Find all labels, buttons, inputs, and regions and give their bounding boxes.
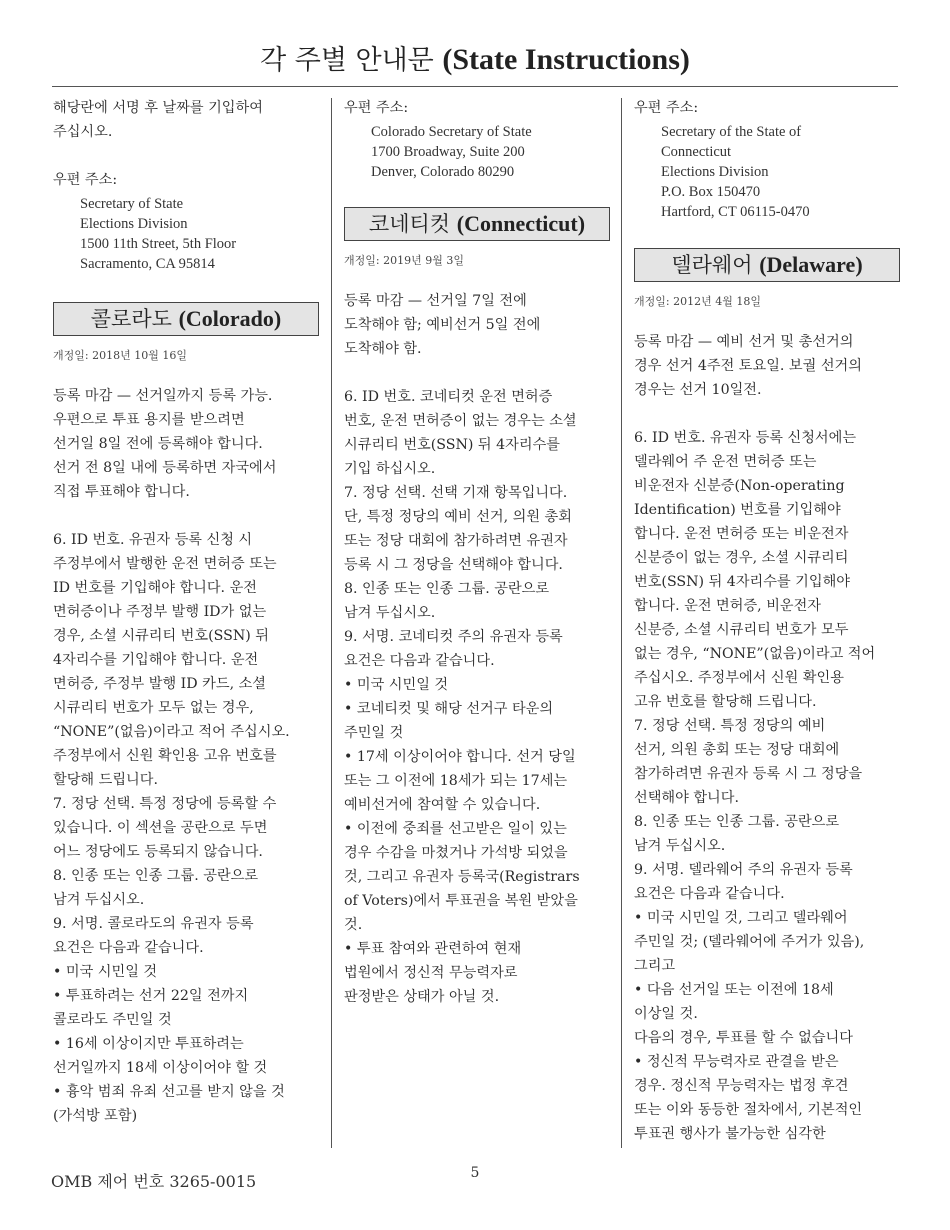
text-line: 것, 그리고 유권자 등록국(Registrars bbox=[344, 869, 580, 885]
delaware-deadline bbox=[634, 330, 900, 402]
text-line: 주정부에서 발행한 운전 면허증 또는 bbox=[53, 556, 277, 572]
text-line: 시큐리티 번호가 모두 없는 경우, bbox=[53, 700, 254, 716]
text-line: 그리고 bbox=[634, 958, 676, 974]
text-line: 참가하려면 유권자 등록 시 그 정당을 bbox=[634, 766, 863, 782]
text-line: 비운전자 신분증(Non-operating bbox=[634, 478, 845, 494]
address-line: 1500 11th Street, 5th Floor bbox=[80, 236, 237, 252]
text-line: 경우 선거 4주전 토요일. 보궐 선거의 bbox=[634, 358, 862, 374]
text-line: 시큐리티 번호(SSN) 뒤 4자리수를 bbox=[344, 437, 560, 453]
text-line: • 투표하려는 선거 22일 전까지 bbox=[53, 988, 249, 1004]
address-line: Elections Division bbox=[661, 164, 769, 180]
page-title-english: (State Instructions) bbox=[442, 43, 690, 76]
text-line: 할당해 드립니다. bbox=[53, 772, 158, 788]
california-continuation bbox=[53, 96, 319, 274]
text-line: 도착해야 함. bbox=[344, 341, 422, 357]
text-line: 도착해야 함; 예비선거 5일 전에 bbox=[344, 317, 541, 333]
text-line: 8. 인종 또는 인종 그룹. 공란으로 bbox=[53, 868, 259, 884]
state-name-korean: 델라웨어 bbox=[671, 253, 753, 277]
address-line: P.O. Box 150470 bbox=[661, 184, 761, 200]
text-line: 요건은 다음과 같습니다. bbox=[634, 886, 785, 902]
text-line: 있습니다. 이 섹션을 공란으로 두면 bbox=[53, 820, 268, 836]
text-line: • 미국 시민일 것, 그리고 델라웨어 bbox=[634, 910, 848, 926]
text-line: • 17세 이상이어야 합니다. 선거 당일 bbox=[344, 749, 576, 765]
address-line: Secretary of State bbox=[80, 196, 184, 212]
state-name-english: (Delaware) bbox=[759, 252, 863, 277]
address-line: 1700 Broadway, Suite 200 bbox=[371, 144, 525, 160]
text-line: 면허증, 주정부 발행 ID 카드, 소셜 bbox=[53, 676, 267, 692]
connecticut-deadline bbox=[344, 289, 610, 361]
address-line: Denver, Colorado 80290 bbox=[371, 164, 515, 180]
colorado-mail-address bbox=[344, 96, 610, 182]
text-line: 우편으로 투표 용지를 받으려면 bbox=[53, 412, 245, 428]
delaware-body bbox=[634, 426, 900, 1146]
colorado-body bbox=[53, 528, 319, 1128]
address-line: Elections Division bbox=[80, 216, 188, 232]
colorado-deadline bbox=[53, 384, 319, 504]
connecticut-body bbox=[344, 385, 610, 1009]
text-line: 기입 하십시오. bbox=[344, 461, 436, 477]
mail-label: 우편 주소: bbox=[344, 100, 409, 116]
text-line: 남겨 두십시오. bbox=[344, 605, 436, 621]
text-line: 경우 수감을 마쳤거나 가석방 되었을 bbox=[344, 845, 568, 861]
text-line: 이상일 것. bbox=[634, 1006, 698, 1022]
text-line: 6. ID 번호. 유권자 등록 신청서에는 bbox=[634, 430, 857, 446]
text-line: 직접 투표해야 합니다. bbox=[53, 484, 190, 500]
text-line: 6. ID 번호. 코네티컷 운전 면허증 bbox=[344, 389, 553, 405]
text-line: 4자리수를 기입해야 합니다. 운전 bbox=[53, 652, 259, 668]
text-line: • 미국 시민일 것 bbox=[53, 964, 158, 980]
text-line: 번호, 운전 면허증이 없는 경우는 소셜 bbox=[344, 413, 577, 429]
state-heading-colorado bbox=[53, 302, 319, 336]
text-line: 합니다. 운전 면허증, 비운전자 bbox=[634, 598, 822, 614]
page-number: 5 bbox=[470, 1165, 480, 1181]
text-line: 경우. 정신적 무능력자는 법정 후견 bbox=[634, 1078, 849, 1094]
text-line: • 투표 참여와 관련하여 현재 bbox=[344, 941, 522, 957]
text-line: 선거일 8일 전에 등록해야 합니다. bbox=[53, 436, 263, 452]
text-line: 7. 정당 선택. 선택 기재 항목입니다. bbox=[344, 485, 568, 501]
text-line: 주민일 것; (델라웨어에 주거가 있음), bbox=[634, 934, 865, 950]
text-line: 선거 전 8일 내에 등록하면 자국에서 bbox=[53, 460, 277, 476]
text-line: “NONE”(없음)이라고 적어 주십시오. bbox=[53, 724, 290, 740]
text-line: 주민일 것 bbox=[344, 725, 404, 741]
text-line: 등록 시 그 정당을 선택해야 합니다. bbox=[344, 557, 563, 573]
text-line: 콜로라도 주민일 것 bbox=[53, 1012, 172, 1028]
text-line: 주정부에서 신원 확인용 고유 번호를 bbox=[53, 748, 277, 764]
revised-date: 개정일: 2018년 10월 16일 bbox=[53, 349, 187, 362]
address-line: Hartford, CT 06115-0470 bbox=[661, 204, 810, 220]
text-line: 것. bbox=[344, 917, 363, 933]
column-1 bbox=[53, 96, 319, 1128]
text-line: 법원에서 정신적 무능력자로 bbox=[344, 965, 518, 981]
text-line: 선거일까지 18세 이상이어야 할 것 bbox=[53, 1060, 268, 1076]
text-line: 요건은 다음과 같습니다. bbox=[344, 653, 495, 669]
text-line: 판정받은 상태가 아닐 것. bbox=[344, 989, 500, 1005]
text-line: 선택해야 합니다. bbox=[634, 790, 739, 806]
text-line: 등록 마감 — 예비 선거 및 총선거의 bbox=[634, 334, 854, 350]
state-name-english: (Connecticut) bbox=[456, 211, 586, 236]
text-line: 어느 정당에도 등록되지 않습니다. bbox=[53, 844, 263, 860]
column-3 bbox=[634, 96, 900, 1146]
text-line: 해당란에 서명 후 날짜를 기입하여 bbox=[53, 100, 263, 116]
text-line: Identification) 번호를 기입해야 bbox=[634, 502, 841, 518]
text-line: 예비선거에 참여할 수 있습니다. bbox=[344, 797, 541, 813]
connecticut-mail-address bbox=[634, 96, 900, 222]
revised-date: 개정일: 2019년 9월 3일 bbox=[344, 254, 464, 267]
text-line: 번호(SSN) 뒤 4자리수를 기입해야 bbox=[634, 574, 850, 590]
text-line: 고유 번호를 할당해 드립니다. bbox=[634, 694, 817, 710]
text-line: 9. 서명. 델라웨어 주의 유권자 등록 bbox=[634, 862, 853, 878]
state-name-english: (Colorado) bbox=[178, 306, 282, 331]
text-line: 없는 경우, “NONE”(없음)이라고 적어 bbox=[634, 646, 876, 662]
text-line: 신분증, 소셜 시큐리티 번호가 모두 bbox=[634, 622, 849, 638]
text-line: 남겨 두십시오. bbox=[634, 838, 726, 854]
column-divider-2 bbox=[621, 98, 622, 1148]
text-line: 9. 서명. 코네티컷 주의 유권자 등록 bbox=[344, 629, 563, 645]
column-divider-1 bbox=[331, 98, 332, 1148]
text-line: 투표권 행사가 불가능한 심각한 bbox=[634, 1126, 826, 1142]
revised-date: 개정일: 2012년 4월 18일 bbox=[634, 295, 761, 308]
mail-label: 우편 주소: bbox=[53, 172, 118, 188]
text-line: 6. ID 번호. 유권자 등록 신청 시 bbox=[53, 532, 253, 548]
text-line: 면허증이나 주정부 발행 ID가 없는 bbox=[53, 604, 267, 620]
state-heading-connecticut bbox=[344, 207, 610, 241]
title-divider bbox=[52, 86, 898, 87]
text-line: ID 번호를 기입해야 합니다. 운전 bbox=[53, 580, 257, 596]
text-line: 또는 정당 대회에 참가하려면 유권자 bbox=[344, 533, 568, 549]
address-line: Colorado Secretary of State bbox=[371, 124, 532, 140]
state-heading-delaware bbox=[634, 248, 900, 282]
text-line: 합니다. 운전 면허증 또는 비운전자 bbox=[634, 526, 849, 542]
text-line: 신분증이 없는 경우, 소셜 시큐리티 bbox=[634, 550, 849, 566]
text-line: 요건은 다음과 같습니다. bbox=[53, 940, 204, 956]
address-line: Connecticut bbox=[661, 144, 732, 160]
text-line: 경우, 소셜 시큐리티 번호(SSN) 뒤 bbox=[53, 628, 269, 644]
text-line: 단, 특정 정당의 예비 선거, 의원 총회 bbox=[344, 509, 572, 525]
text-line: 7. 정당 선택. 특정 정당에 등록할 수 bbox=[53, 796, 277, 812]
text-line: 8. 인종 또는 인종 그룹. 공란으로 bbox=[344, 581, 550, 597]
text-line: 주십시오. 주정부에서 신원 확인용 bbox=[634, 670, 844, 686]
mail-label: 우편 주소: bbox=[634, 100, 699, 116]
text-line: 7. 정당 선택. 특정 정당의 예비 bbox=[634, 718, 826, 734]
text-line: 또는 그 이전에 18세가 되는 17세는 bbox=[344, 773, 568, 789]
text-line: • 이전에 중죄를 선고받은 일이 있는 bbox=[344, 821, 567, 837]
text-line: 주십시오. bbox=[53, 124, 113, 140]
state-name-korean: 콜로라도 bbox=[90, 307, 172, 331]
text-line: • 흉악 범죄 유죄 선고를 받지 않을 것 bbox=[53, 1084, 285, 1100]
text-line: 8. 인종 또는 인종 그룹. 공란으로 bbox=[634, 814, 840, 830]
address-line: Secretary of the State of bbox=[661, 124, 802, 140]
text-line: • 16세 이상이지만 투표하려는 bbox=[53, 1036, 244, 1052]
text-line: 남겨 두십시오. bbox=[53, 892, 145, 908]
address-line: Sacramento, CA 95814 bbox=[80, 256, 215, 272]
page-title bbox=[0, 42, 950, 79]
text-line: 선거, 의원 총회 또는 정당 대회에 bbox=[634, 742, 840, 758]
text-line: 9. 서명. 콜로라도의 유권자 등록 bbox=[53, 916, 254, 932]
text-line: • 미국 시민일 것 bbox=[344, 677, 449, 693]
text-line: (가석방 포함) bbox=[53, 1108, 138, 1124]
text-line: 또는 이와 동등한 절차에서, 기본적인 bbox=[634, 1102, 863, 1118]
page-title-korean: 각 주별 안내문 bbox=[260, 45, 434, 76]
text-line: 경우는 선거 10일전. bbox=[634, 382, 762, 398]
text-line: 등록 마감 — 선거일까지 등록 가능. bbox=[53, 388, 273, 404]
text-line: of Voters)에서 투표권을 복원 받았을 bbox=[344, 893, 578, 909]
text-line: 델라웨어 주 운전 면허증 또는 bbox=[634, 454, 817, 470]
text-line: • 다음 선거일 또는 이전에 18세 bbox=[634, 982, 834, 998]
text-line: • 코네티컷 및 해당 선거구 타운의 bbox=[344, 701, 554, 717]
text-line: 등록 마감 — 선거일 7일 전에 bbox=[344, 293, 527, 309]
text-line: • 정신적 무능력자로 관결을 받은 bbox=[634, 1054, 839, 1070]
state-name-korean: 코네티컷 bbox=[368, 212, 451, 236]
text-line: 다음의 경우, 투표를 할 수 없습니다 bbox=[634, 1030, 853, 1046]
column-2 bbox=[344, 96, 610, 1009]
omb-control-number: OMB 제어 번호 3265-0015 bbox=[51, 1172, 257, 1191]
